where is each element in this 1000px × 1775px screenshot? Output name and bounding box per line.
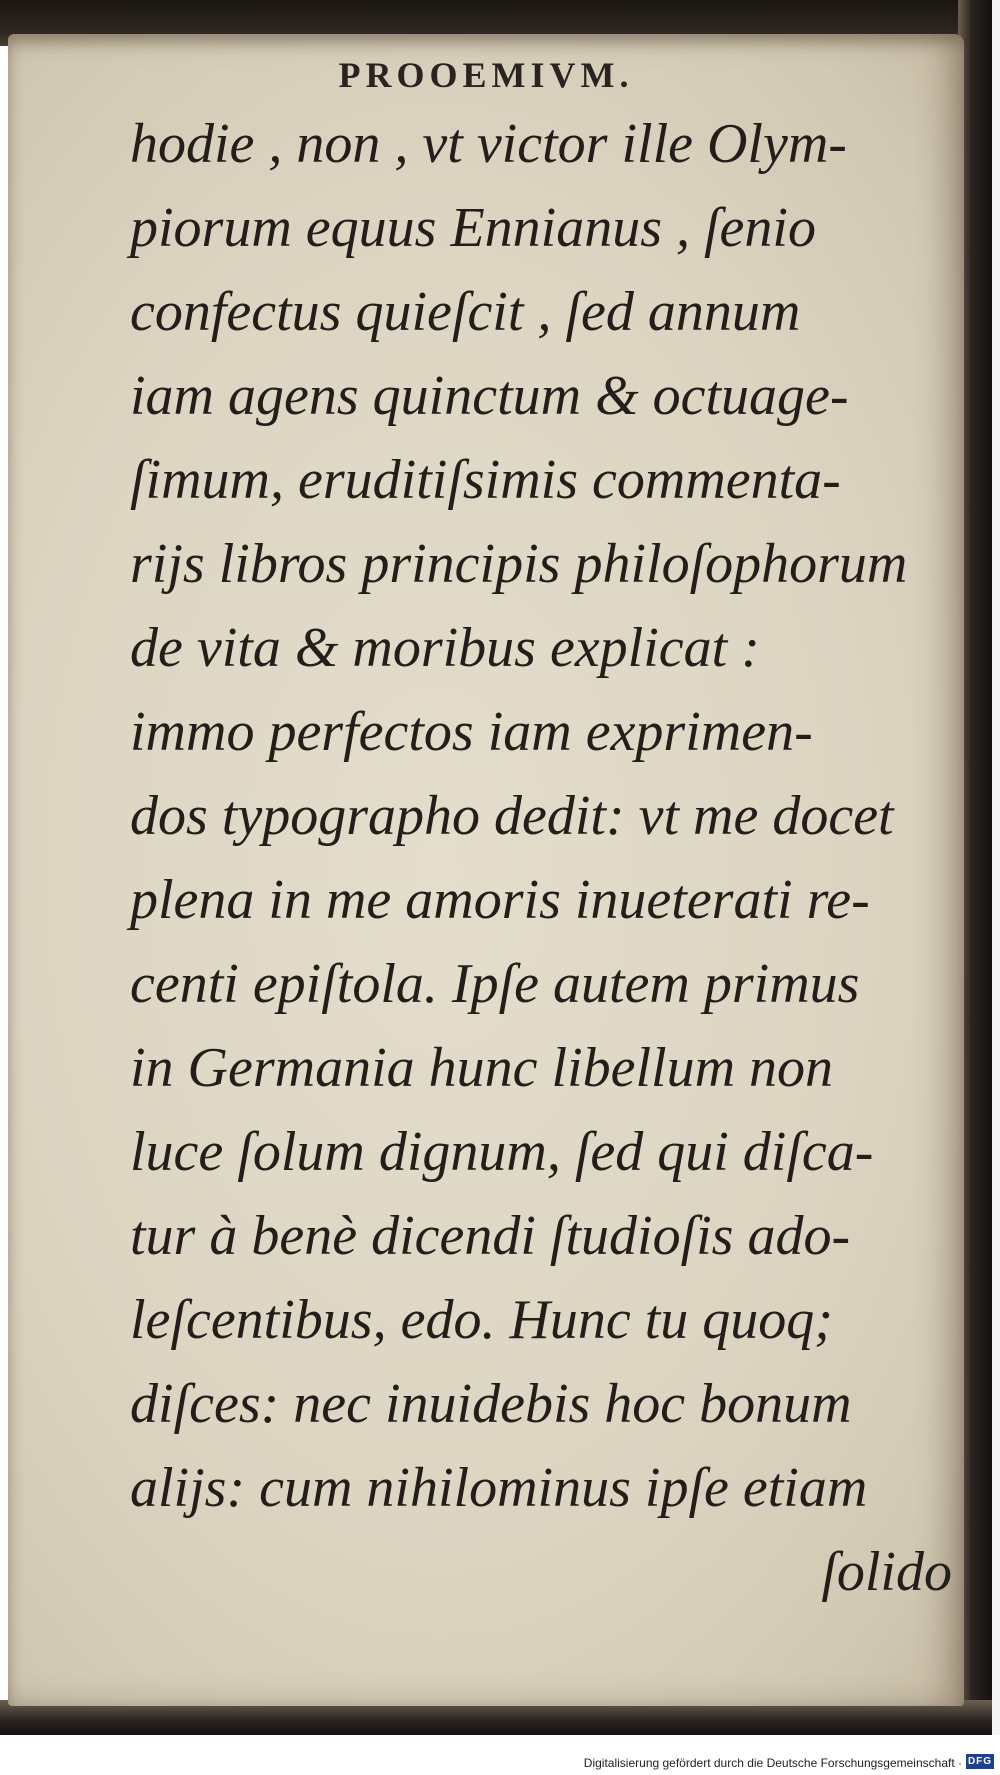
text-line: de vita & moribus explicat : [130,617,760,679]
text-line: in Germania hunc libellum non [130,1037,834,1099]
text-line: diſces: nec inuidebis hoc bonum [130,1373,852,1435]
text-line: centi epiſtola. Ipſe autem primus [130,953,860,1015]
running-head: PROOEMIVM. [338,55,634,95]
book-page [8,34,964,1706]
text-line: iam agens quinctum & octuage- [130,365,849,427]
scan-right-margin [992,0,1000,1735]
dfg-logo-icon: DFG [967,1756,993,1767]
text-line: alijs: cum nihilominus ipſe etiam [130,1457,868,1519]
digitization-credit: Digitalisierung gefördert durch die Deutsche Forschungsgemeinschaft · [583,1756,962,1770]
text-line: tur à benè dicendi ſtudioſis ado- [130,1205,851,1267]
catchword: ſolido [821,1541,952,1603]
text-line: hodie , non , vt victor ille Olym- [130,113,847,175]
text-line: ſimum, eruditiſsimis commenta- [130,449,841,511]
text-line: confectus quieſcit , ſed annum [130,281,801,343]
text-line: rijs libros principis philoſophorum [130,533,908,595]
text-line: leſcentibus, edo. Hunc tu quoq; [130,1289,833,1351]
text-line: luce ſolum dignum, ſed qui diſca- [130,1121,874,1183]
text-line: plena in me amoris inueterati re- [130,869,870,931]
text-line: immo perfectos iam exprimen- [130,701,813,763]
text-line: dos typographo dedit: vt me docet [130,785,894,847]
page-text [130,102,970,1614]
text-line: piorum equus Ennianus , ſenio [130,197,816,259]
